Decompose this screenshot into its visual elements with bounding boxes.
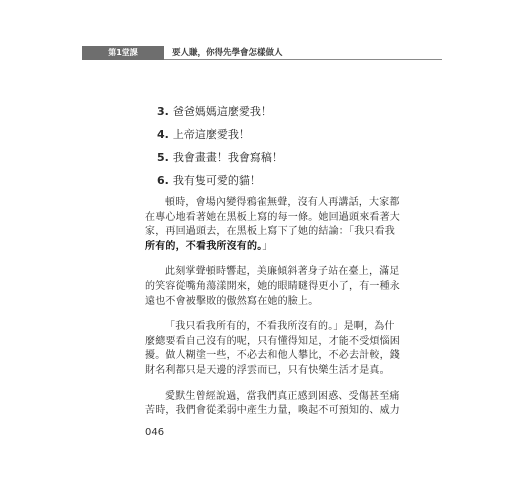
- list-item: [157, 175, 457, 187]
- closing-quote: 」: [262, 240, 273, 252]
- chapter-title: 要人賺，你得先學會怎樣做人: [172, 48, 283, 58]
- text-line-with-bold-start: [145, 225, 393, 240]
- text-line: 的笑容從嘴角蕩漾開來，她的眼睛瞇得更小了，有一種永: [145, 280, 400, 292]
- text-line: 麼總要看自己沒有的呢，只有懂得知足，才能不受煩惱困: [145, 335, 400, 347]
- text-line: 「我只看我所有的，不看我所沒有的。」是啊，為什: [165, 321, 395, 333]
- paragraph-4: [145, 390, 400, 419]
- bold-conclusion: 所有的，不看我所沒有的。: [145, 240, 263, 252]
- body-text: [145, 196, 400, 430]
- list-item-text: 我有隻可愛的貓！: [172, 174, 261, 187]
- list-item: [157, 152, 457, 164]
- bold-conclusion-line: [145, 240, 393, 255]
- list-item-number: 4.: [157, 128, 169, 141]
- list-item-number: 6.: [157, 174, 169, 187]
- text-line: 頓時，會場內變得鴉雀無聲，沒有人再講話，大家都: [165, 197, 400, 208]
- list-item-text: 爸爸媽媽這麼愛我！: [172, 105, 272, 118]
- text-line: 此刻掌聲頓時響起，美廉傾斜著身子站在臺上，滿足: [165, 266, 400, 278]
- text-line: 擾。做人糊塗一些，不必去和他人攀比，不必去計較，錢: [145, 350, 400, 362]
- list-item-text: 上帝這麼愛我！: [172, 128, 250, 141]
- text-line: 家，再回過頭去，在黑板上寫下了她的結論：「我只看我: [145, 226, 395, 238]
- text-line: 在專心地看著她在黑板上寫的每一條。她回過頭來看著大: [145, 211, 400, 223]
- list-item: [157, 106, 457, 118]
- list-item: [157, 129, 457, 141]
- text-line: 財名利都只是天邊的浮雲而已，只有快樂生活才是真。: [145, 364, 390, 376]
- chapter-tab: 第1堂課: [82, 46, 164, 60]
- header-rule: [164, 59, 442, 60]
- paragraph-2: [145, 265, 400, 309]
- text-line: 愛默生曾經說過，當我們真正感到困惑、受傷甚至痛: [165, 390, 400, 402]
- text-line: 苦時，我們會從柔弱中產生力量，喚起不可預知的、威力: [145, 405, 400, 417]
- page-number: 046: [145, 427, 165, 438]
- numbered-list: [157, 106, 457, 198]
- running-header: [82, 46, 442, 60]
- list-item-text: 我會畫畫！我會寫稿！: [172, 151, 283, 164]
- list-item-number: 5.: [157, 151, 169, 164]
- text-line: 遠也不會被擊敗的傲然寫在她的臉上。: [145, 295, 319, 307]
- paragraph-1: [145, 196, 400, 254]
- list-item-number: 3.: [157, 105, 169, 118]
- paragraph-3: [145, 320, 400, 378]
